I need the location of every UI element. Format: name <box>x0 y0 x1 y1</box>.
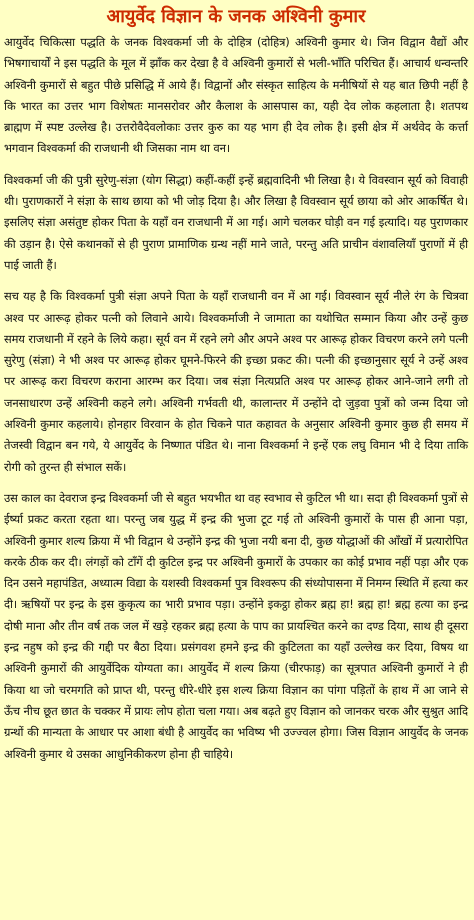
paragraph-1: आयुर्वेद चिकित्सा पद्धति के जनक विश्वकर्मा जी के दोहित्र (दोहित्र) अश्विनी कुमार थे। जिन विद्वान वैद्यों और भिषगाचार्यों ने इस पद्धति के मूल में झाँक कर देखा है वे अश्विनी कुमारों से भली-भाँति परिचित हैं। आचार्य धन्वन्तरि अश्विनी कुमारों से बहुत पीछे प्रसिद्धि में आये हैं। विद्वानों और संस्कृत साहित्य के मनीषियों से यह बात छिपी नहीं है कि भारत का उत्तर भाग विशेषतः मानसरोवर और कैलाश के आसपास का, यही देव लोक कहलाता है। शतपथ ब्राह्मण में स्पष्ट उल्लेख है। उत्तरोवैदेवलोकाः उत्तर कुरु का यह भाग ही देव लोक है। इसी क्षेत्र में अर्थवेद के कर्त्ता भगवान विश्वकर्मा की राजधानी थी जिसका नाम था वन। <box>4 35 468 156</box>
paragraph-2: विश्वकर्मा जी की पुत्री सुरेणु-संज्ञा (योग सिद्धा) कहीं-कहीं इन्हें ब्रह्मवादिनी भी लिखा है। ये विवस्वान सूर्य को विवाही थी। पुराणकारों ने संज्ञा के साथ छाया को भी जोड़ दिया है। और लिखा है विवस्वान सूर्य छाया को ओर आकर्षित थे। इसलिए संज्ञा असंतुष्ट होकर पिता के यहाँ वन राजधानी में आ गई। आगे चलकर घोड़ी वन गई इत्यादि। यह पुराणकार की उड़ान है। ऐसे कथानकों से ही पुराण प्रामाणिक ग्रन्थ नहीं माने जाते, परन्तु अति प्राचीन वंशावलियाँ पुराणों में ही पाई जाती हैं। <box>4 172 468 272</box>
paragraph-3: सच यह है कि विश्वकर्मा पुत्री संज्ञा अपने पिता के यहाँ राजधानी वन में आ गई। विवस्वान सूर्य नीले रंग के चित्रवा अश्व पर आरूढ़ होकर पत्नी को लिवाने आये। विश्वकर्माजी ने जामाता का यथोचित सम्मान किया और उन्हें कुछ समय राजधानी में रहने के लिये कहा। सूर्य वन में रहने लगे और अपने अश्व पर आरूढ़ होकर विचरण करने लगे पत्नी सुरेणु (संज्ञा) ने भी अश्व पर आरूढ़ होकर घूमने-फिरने की इच्छा प्रकट की। पत्नी की इच्छानुसार सूर्य ने उन्हें अश्व पर आरूढ़ करा विचरण कराना आरम्भ कर दिया। जब संज्ञा नित्यप्रति अश्व पर आरूढ़ होकर आने-जाने लगी तो जनसाधारण उन्हें अश्विनी कहने लगे। अश्विनी गर्भवती थी, कालान्तर में उन्होंने दो जुड़वा पुत्रों को जन्म दिया जो अश्विनी कुमार कहलाये। होनहार विरवान के होत चिकने पात कहावत के अनुसार अश्विनी कुमार कुछ ही समय में तेजस्वी विद्वान बन गये, ये आयुर्वेद के निष्णात पंडित थे। नाना विश्वकर्मा ने इन्हें एक लघु विमान भी दे दिया ताकि रोगी को तुरन्त ही संभाल सकें। <box>4 289 468 474</box>
article-title: आयुर्वेद विज्ञान के जनक अश्विनी कुमार <box>106 6 366 27</box>
paragraph-4: उस काल का देवराज इन्द्र विश्वकर्मा जी से बहुत भयभीत था वह स्वभाव से कुटिल भी था। सदा ही विश्वकर्मा पुत्रों से ईर्ष्या प्रकट करता रहता था। परन्तु जब युद्ध में इन्द्र की भुजा टूट गई तो अश्विनी कुमारों के पास ही आना पड़ा, अश्विनी कुमार शल्य क्रिया में भी विद्वान थे उन्होंने इन्द्र की भुजा नयी बना दी, कुछ योद्धाओं की आँखों में प्रत्यारोपित करके ठीक कर दी। लंगड़ों को टाँगें दी कुटिल इन्द्र पर अश्विनी कुमारों के उपकार का कोई प्रभाव नहीं पड़ा और एक दिन उसने महापंडित, अध्यात्म विद्या के यशस्वी विश्वकर्मा पुत्र विश्वरूप की संध्योपासना में निमग्न स्थिति में हत्या कर दी। ऋषियों पर इन्द्र के इस कुकृत्य का भारी प्रभाव पड़ा। उन्होंने इकट्ठा होकर ब्रह्म हा! ब्रह्म हा! ब्रह्म हत्या का इन्द्र दोषी माना और तीन वर्ष तक जल में खड़े रहकर ब्रह्म हत्या के पाप का प्रायश्चित करने का दण्ड दिया, साथ ही दूसरा इन्द्र नहुष को इन्द्र की गद्दी पर बैठा दिया। प्रसंगवश हमने इन्द्र की कुटिलता का यहाँ उल्लेख कर दिया, विषय था अश्विनी कुमारों की आयुर्वेदिक योग्यता का। आयुर्वेद में शल्य क्रिया (चीरफाड़) का सूत्रपात अश्विनी कुमारों ने ही किया था जो चरमगति को प्राप्त थी, परन्तु धीरे-धीरे इस शल्य क्रिया विज्ञान का पांगा पड़ितों के हाथ में आ जाने से ऊँच नीच छूत छात के चक्कर में प्रायः लोप होता चला गया। अब बढ़ते हुए विज्ञान को जानकर चरक और सुश्रुत आदि ग्रन्थों की मान्यता के आधार पर आशा बंधी है आयुर्वेद का भविष्य भी उज्ज्वल होगा। जिस विज्ञान आयुर्वेद के जनक अश्विनी कुमार थे उसका आधुनिकीकरण होना ही चाहिये। <box>4 490 468 761</box>
